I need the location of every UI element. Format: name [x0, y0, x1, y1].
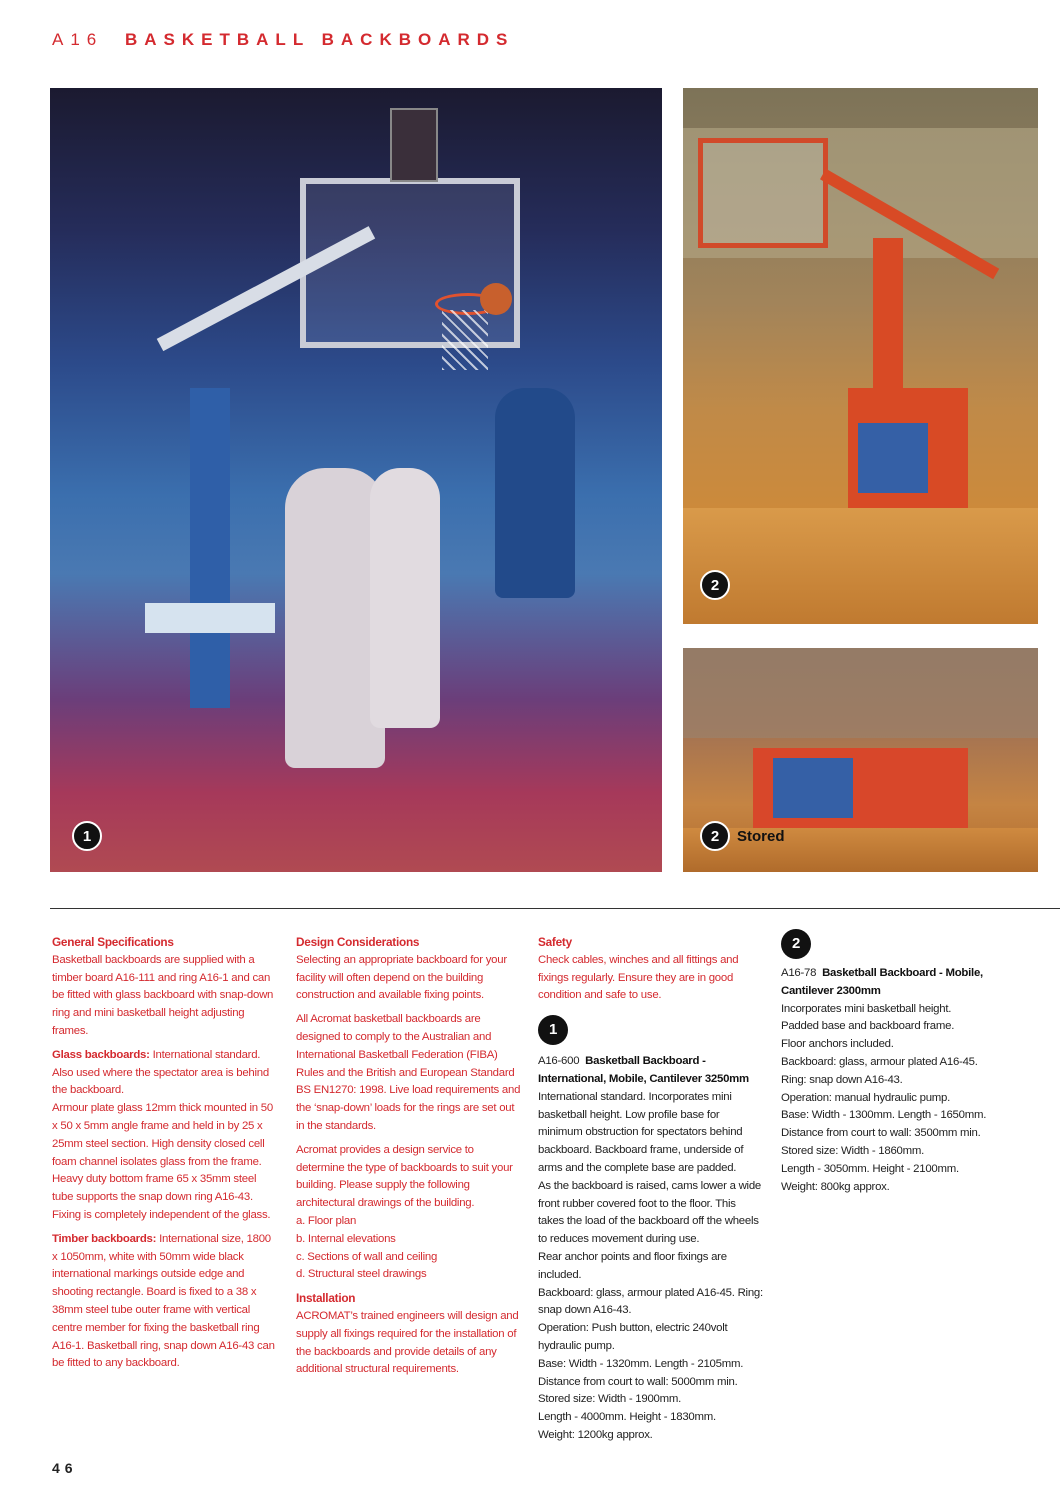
spec-line: Length - 3050mm. Height - 2100mm.: [781, 1162, 959, 1175]
spec-line: Distance from court to wall: 3500mm min.: [781, 1127, 981, 1140]
product-code: A16-78: [781, 967, 817, 979]
spec-line: Floor anchors included.: [781, 1038, 894, 1051]
column-safety: [538, 934, 764, 1445]
timber-lead: Timber backboards:: [52, 1232, 157, 1245]
general-text: Basketball backboards are supplied with a timber board A16-111 and ring A16-1 and can be fitted with glass backboard with snap-down ring and mini basketball height adjusting frames.: [52, 953, 274, 1037]
design-text-2: All Acromat basketball backboards are designed to comply to the Australian and International Basketball Federation (FIBA) Rules and the British and European Standard BS EN1270: 1998. Live load requirements and the ‘snap-down’ loads for the rings are set out in the standards.: [296, 1013, 521, 1132]
page-number: 46: [52, 1460, 78, 1476]
photo-stored-backboard: [683, 648, 1038, 872]
spec-line: Stored size: Width - 1900mm.: [538, 1393, 682, 1406]
photo-badge: 2: [700, 570, 730, 600]
spec-line: Ring: snap down A16-43.: [781, 1073, 903, 1086]
stands-shape: [683, 648, 1038, 738]
product-badge: 2: [781, 929, 811, 959]
divider-line: [50, 908, 1060, 909]
spec-line: Padded base and backboard frame.: [781, 1020, 955, 1033]
glass-text: International standard. Also used where the spectator area is behind the backboard.: [52, 1048, 269, 1097]
product-specs: [781, 1001, 1007, 1197]
design-text-3: Acromat provides a design service to determine the type of backboards to suit your building. Please supply the following architectural drawings of the building.: [296, 1143, 513, 1210]
product-heading: [781, 965, 1007, 1001]
photo-main-backboard: [50, 88, 662, 872]
net-shape: [442, 310, 488, 370]
product-specs: [538, 1089, 764, 1445]
basketball-shape: [480, 283, 512, 315]
installation-text: ACROMAT’s trained engineers will design and supply all fixings required for the installation of the backboards and provide details of any additional structural requirements.: [296, 1309, 519, 1376]
spec-line: Operation: Push button, electric 240volt hydraulic pump.: [538, 1322, 728, 1352]
spec-line: Weight: 1200kg approx.: [538, 1428, 653, 1441]
design-heading: Design Considerations: [296, 935, 420, 949]
spec-line: Backboard: glass, armour plated A16-45. Ring: snap down A16-43.: [538, 1286, 763, 1317]
spec-line: Rear anchor points and floor fixings are included.: [538, 1250, 727, 1281]
spec-line: Base: Width - 1300mm. Length - 1650mm.: [781, 1109, 987, 1122]
installation-heading: Installation: [296, 1291, 356, 1306]
glass-text-2: Armour plate glass 12mm thick mounted in 50 x 50 x 5mm angle frame and held in by 25 x 25mm steel section. High density closed cell foam channel isolates glass from the frame. Heavy duty bottom frame 65 x 35mm steel tube supports the snap down ring A16-43. Fixing is completely independent of the glass.: [52, 1102, 273, 1221]
support-post-shape: [190, 388, 230, 708]
player-back-shape: [370, 468, 440, 728]
spec-line: Operation: manual hydraulic pump.: [781, 1091, 951, 1104]
list-item: d. Structural steel drawings: [296, 1268, 427, 1281]
shot-clock-shape: [390, 108, 438, 182]
product-badge: 1: [538, 1015, 568, 1045]
timber-paragraph: [52, 1231, 278, 1373]
spec-line: Distance from court to wall: 5000mm min.: [538, 1375, 738, 1388]
list-item: c. Sections of wall and ceiling: [296, 1250, 438, 1263]
list-item: b. Internal elevations: [296, 1232, 396, 1245]
safety-text: Check cables, winches and all fittings and fixings regularly. Ensure they are in good condition and safe to use.: [538, 953, 739, 1002]
drawings-list: [296, 1213, 522, 1284]
glass-paragraph: [52, 1047, 278, 1225]
list-item: a. Floor plan: [296, 1214, 357, 1227]
photo-caption: Stored: [737, 828, 785, 845]
logo-panel-shape: [858, 423, 928, 493]
product-heading: [538, 1053, 764, 1089]
photo-badge: 1: [72, 821, 102, 851]
spec-line: Base: Width - 1320mm. Length - 2105mm.: [538, 1357, 744, 1370]
product-title: Basketball Backboard - International, Mobile, Cantilever 3250mm: [538, 1055, 749, 1085]
design-text-1: Selecting an appropriate backboard for your facility will often depend on the building construction and available fixing points.: [296, 953, 507, 1002]
spec-line: As the backboard is raised, cams lower a wide front rubber covered foot to the floor. This takes the load of the backboard off the wheels to reduces movement during use.: [538, 1179, 761, 1246]
glass-lead: Glass backboards:: [52, 1048, 150, 1061]
photo-badge: 2: [700, 821, 730, 851]
product-title: Basketball Backboard - Mobile, Cantilever 2300mm: [781, 967, 983, 997]
general-heading: General Specifications: [52, 935, 174, 949]
player-jumping-shape: [495, 388, 575, 598]
column-product-2: [781, 929, 1007, 1196]
product-code: A16-600: [538, 1055, 580, 1068]
logo-panel-shape: [773, 758, 853, 818]
spec-line: Backboard: glass, armour plated A16-45.: [781, 1055, 978, 1068]
column-general: [52, 934, 278, 1379]
spec-line: International standard. Incorporates mini basketball height. Low profile base for minimum obstruction for spectators behind backboard. Backboard frame, underside of arms and the complete base are padded.: [538, 1090, 744, 1174]
safety-heading: Safety: [538, 935, 572, 949]
photo-mobile-backboard: [683, 88, 1038, 624]
spec-line: Weight: 800kg approx.: [781, 1180, 890, 1193]
banner-shape: [145, 603, 275, 633]
floor-shape: [683, 508, 1038, 624]
spec-line: Stored size: Width - 1860mm.: [781, 1144, 925, 1157]
page-header: [52, 30, 514, 50]
timber-text: International size, 1800 x 1050mm, white with 50mm wide black international markings outside edge and shooting rectangle. Board is fixed to a 38 x 38mm steel tube outer frame with vertical centre member for fixing the basketball ring A16-1. Basketball ring, snap down A16-43 can be fitted to any backboard.: [52, 1232, 275, 1370]
spec-line: Length - 4000mm. Height - 1830mm.: [538, 1411, 716, 1424]
spec-line: Incorporates mini basketball height.: [781, 1002, 952, 1015]
column-design: [296, 934, 522, 1385]
section-title: BASKETBALL BACKBOARDS: [124, 30, 515, 49]
section-code: A16: [52, 30, 104, 49]
backboard-shape: [698, 138, 828, 248]
